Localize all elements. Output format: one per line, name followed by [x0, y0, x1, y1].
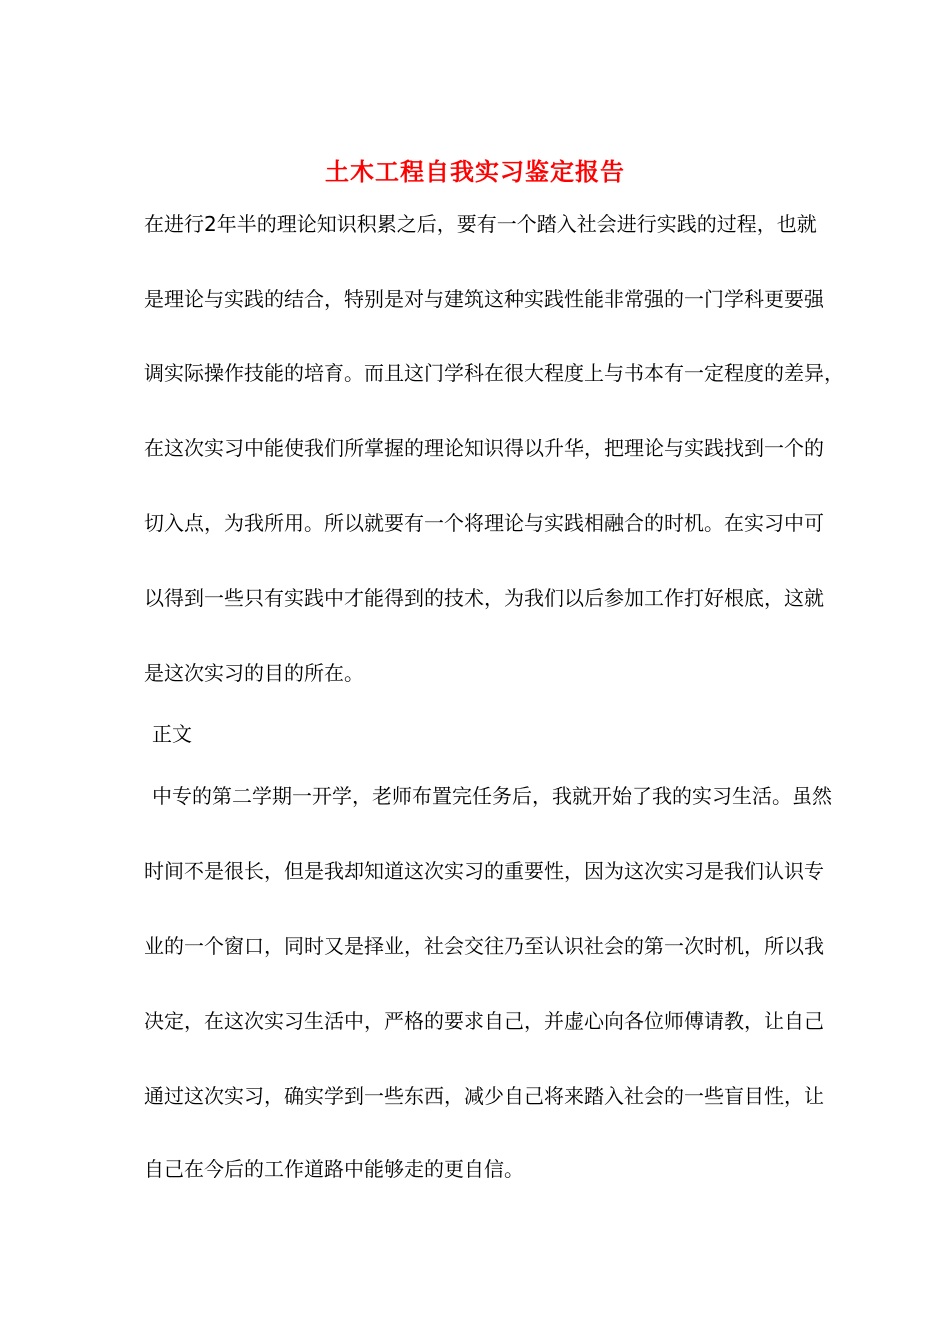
paragraph-2-line-3: 业的一个窗口，同时又是择业，社会交往乃至认识社会的第一次时机，所以我	[144, 934, 824, 958]
paragraph-2-line-5: 通过这次实习，确实学到一些东西，减少自己将来踏入社会的一些盲目性，让	[144, 1084, 824, 1108]
paragraph-2-line-2: 时间不是很长，但是我却知道这次实习的重要性，因为这次实习是我们认识专	[144, 859, 824, 883]
paragraph-2-line-1: 中专的第二学期一开学，老师布置完任务后，我就开始了我的实习生活。虽然	[152, 784, 832, 808]
paragraph-1-line-6: 以得到一些只有实践中才能得到的技术，为我们以后参加工作打好根底，这就	[144, 586, 824, 610]
paragraph-1-line-1: 在进行2年半的理论知识积累之后，要有一个踏入社会进行实践的过程，也就	[144, 212, 817, 236]
paragraph-2-line-4: 决定，在这次实习生活中，严格的要求自己，并虚心向各位师傅请教，让自己	[144, 1009, 824, 1033]
paragraph-1-line-7: 是这次实习的目的所在。	[144, 661, 364, 685]
paragraph-1-line-3: 调实际操作技能的培育。而且这门学科在很大程度上与书本有一定程度的差异，	[144, 361, 844, 385]
paragraph-2-line-6: 自己在今后的工作道路中能够走的更自信。	[144, 1157, 524, 1181]
paragraph-1-line-5: 切入点，为我所用。所以就要有一个将理论与实践相融合的时机。在实习中可	[144, 511, 824, 535]
document-title: 土木工程自我实习鉴定报告	[325, 157, 625, 186]
section-heading: 正文	[152, 722, 192, 746]
paragraph-1-line-4: 在这次实习中能使我们所掌握的理论知识得以升华，把理论与实践找到一个的	[144, 436, 824, 460]
paragraph-1-line-2: 是理论与实践的结合，特别是对与建筑这种实践性能非常强的一门学科更要强	[144, 287, 824, 311]
